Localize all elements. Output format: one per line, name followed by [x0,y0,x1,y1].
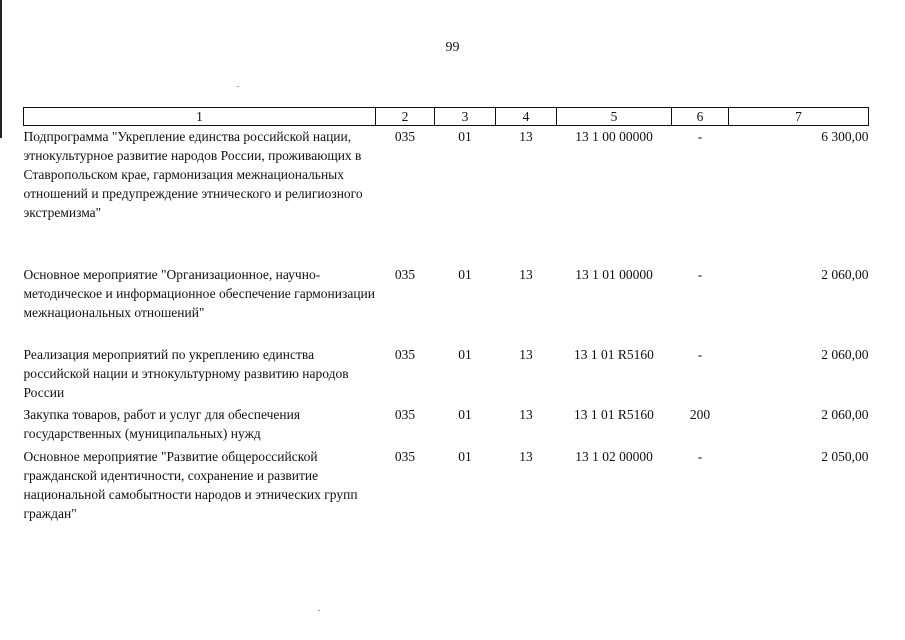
cell-col-3: 01 [458,129,472,144]
cell-col-2: 035 [394,267,416,282]
cell-col-4: 13 [519,449,533,464]
cell-col-2: 035 [394,347,416,362]
table-header-row [24,108,869,126]
row-name-cell: Основное мероприятие "Организационное, научно-методическое и информационное обеспечение гармонизации межнациональных отношений" [23,267,375,320]
cell-col-3: 01 [458,267,472,282]
cell-col-6: 200 [689,407,711,422]
budget-table [23,107,869,527]
cell-col-5: 13 1 02 00000 [575,449,653,464]
table-row [24,265,869,345]
table-row [24,405,869,447]
cell-col-4: 13 [519,129,533,144]
cell-col-5: 13 1 01 R5160 [574,407,654,422]
cell-col-7: 2 060,00 [821,407,869,422]
cell-col-4: 13 [519,407,533,422]
cell-col-7: 2 060,00 [821,347,869,362]
cell-col-6: - [697,267,703,282]
left-margin-rule [0,0,2,138]
column-header-1: 1 [24,108,376,126]
cell-col-5: 13 1 01 R5160 [574,347,654,362]
scan-speck [318,610,320,611]
page-number: 99 [445,40,460,55]
cell-col-7: 6 300,00 [821,129,869,144]
row-name-cell: Подпрограмма "Укрепление единства российской нации, этнокультурное развитие народов России, проживающих в Ставропольском крае, гармонизация межнациональных отношений и предупреждение этнического и религиозного экстремизма" [23,129,363,220]
cell-col-4: 13 [519,267,533,282]
cell-col-6: - [697,347,703,362]
cell-col-6: - [697,129,703,144]
table-row [24,447,869,527]
row-name-cell: Основное мероприятие "Развитие общероссийской гражданской идентичности, сохранение и развитие национальной самобытности народов и этнических групп граждан" [23,449,358,521]
row-name-cell: Реализация мероприятий по укреплению единства российской нации и этнокультурному развитию народов России [23,347,349,400]
cell-col-4: 13 [519,347,533,362]
scan-speck [237,86,239,87]
cell-col-7: 2 050,00 [821,449,869,464]
cell-col-3: 01 [458,347,472,362]
cell-col-7: 2 060,00 [821,267,869,282]
table-row [24,345,869,405]
cell-col-5: 13 1 01 00000 [575,267,653,282]
cell-col-2: 035 [394,129,416,144]
row-name-cell: Закупка товаров, работ и услуг для обеспечения государственных (муниципальных) нужд [23,407,301,441]
column-header-5: 5 [557,108,672,126]
column-header-7: 7 [729,108,869,126]
table-row [24,126,869,266]
cell-col-2: 035 [394,407,416,422]
cell-col-5: 13 1 00 00000 [575,129,653,144]
cell-col-2: 035 [394,449,416,464]
column-header-4: 4 [496,108,557,126]
column-header-2: 2 [376,108,435,126]
cell-col-3: 01 [458,449,472,464]
cell-col-3: 01 [458,407,472,422]
cell-col-6: - [697,449,703,464]
column-header-6: 6 [672,108,729,126]
column-header-3: 3 [435,108,496,126]
